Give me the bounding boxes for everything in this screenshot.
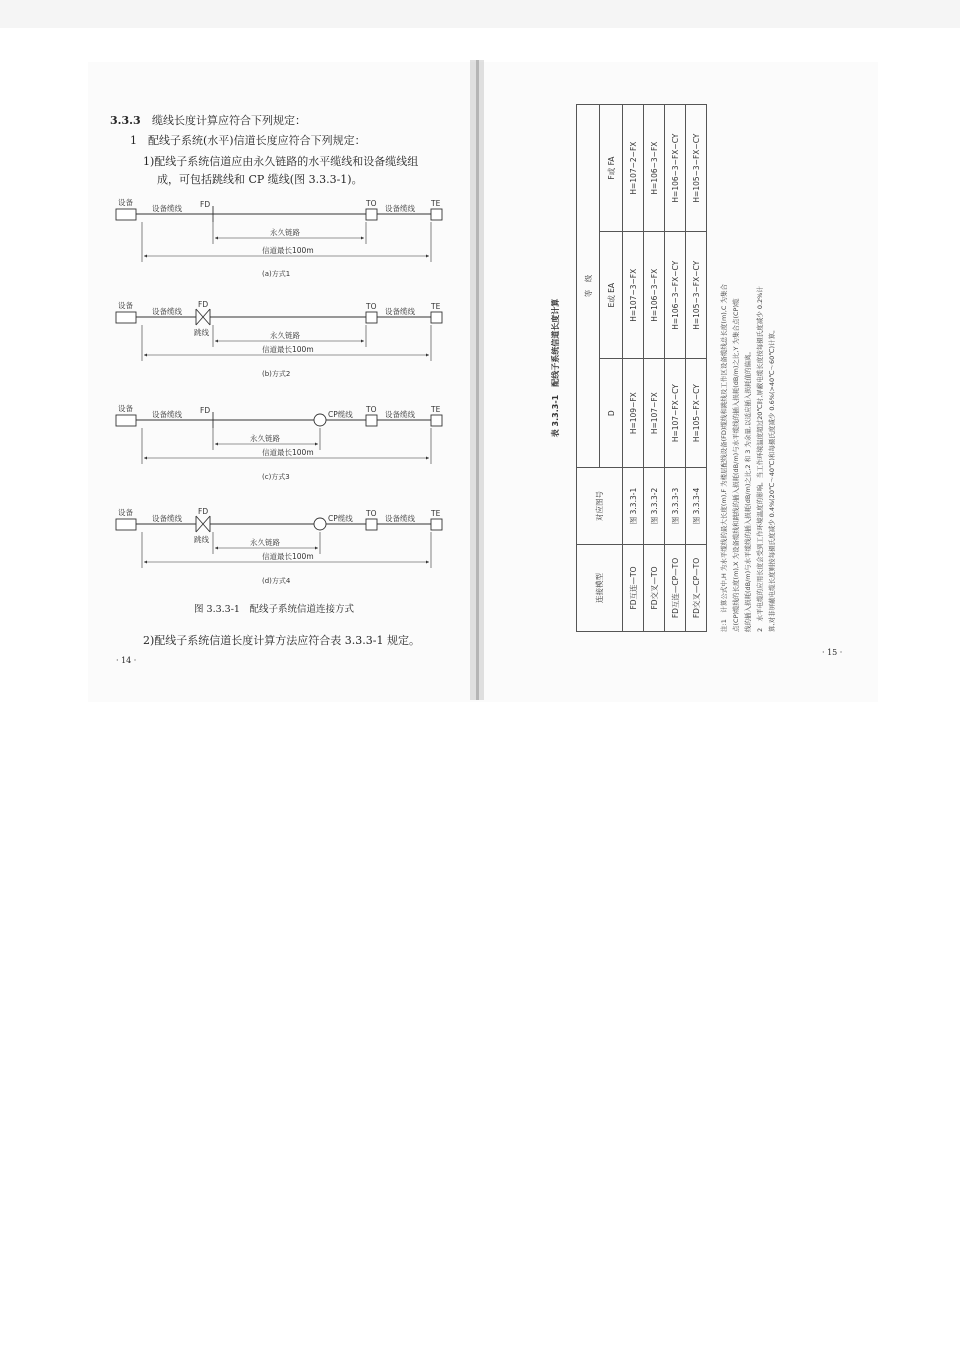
label-channel-max: 信道最长100m [262, 552, 314, 561]
cell-d: H=109−FX [623, 359, 644, 468]
table-row [686, 105, 707, 632]
cell-figure: 图 3.3.3-1 [623, 468, 644, 545]
label-te: TE [431, 509, 441, 518]
label-permanent-link: 永久链路 [270, 331, 300, 340]
label-equipment-cable: 设备缆线 [385, 307, 415, 316]
cell-model: FD互连—CP—TO [665, 545, 686, 632]
caption-mode-4: (d)方式4 [262, 577, 291, 585]
cell-f: H=105−3−FX−CY [686, 105, 707, 232]
cell-d: H=107−FX−CY [665, 359, 686, 468]
note-line: 点(CP)缆线的长度(m),X 为设备缆线和跳线的插入损耗(dB/m)与水平缆线的插入损耗(dB/m)之比,Y 为集合点(CP)缆 [732, 298, 740, 632]
label-permanent-link: 永久链路 [250, 434, 280, 443]
label-equipment-cable: 设备缆线 [385, 514, 415, 523]
note-line: 算,对非屏蔽电缆长度则按每摄氏度减少 0.4%(20℃～40℃)和每摄氏度减少 0.6%(>40℃～60℃)计算。 [768, 326, 776, 632]
cell-model: FD交叉—TO [644, 545, 665, 632]
header-grade: 等 级 [577, 105, 600, 468]
item-1-1-line1: 1)配线子系统信道应由永久链路的水平缆线和设备缆线组 [143, 155, 419, 168]
table-title: 表 3.3.3-1 配线子系统信道长度计算 [551, 298, 560, 438]
diagram-mode-3 [116, 403, 442, 481]
label-equipment-cable: 设备缆线 [152, 204, 182, 213]
label-equipment: 设备 [118, 404, 133, 413]
to-box [366, 209, 377, 220]
caption-mode-1: (a)方式1 [262, 270, 291, 278]
watermark-strip [0, 0, 960, 28]
label-equipment-cable: 设备缆线 [385, 410, 415, 419]
label-channel-max: 信道最长100m [262, 246, 314, 255]
clause-number: 3.3.3 [110, 114, 141, 127]
cross-connect-icon [196, 516, 210, 532]
label-equipment-cable: 设备缆线 [152, 514, 182, 523]
cell-figure: 图 3.3.3-3 [665, 468, 686, 545]
item-1-2: 2)配线子系统信道长度计算方法应符合表 3.3.3-1 规定。 [143, 634, 420, 647]
cell-d: H=105−FX−CY [686, 359, 707, 468]
diagram-mode-4 [116, 507, 442, 585]
cell-model: FD交叉—CP—TO [686, 545, 707, 632]
label-equipment: 设备 [118, 198, 133, 207]
label-te: TE [431, 405, 441, 414]
label-te: TE [431, 302, 441, 311]
item-1: 1 配线子系统(水平)信道长度应符合下列规定： [130, 134, 366, 147]
label-to: TO [366, 199, 377, 208]
label-cp-cable: CP缆线 [328, 514, 353, 523]
channel-connection-figure [110, 192, 450, 617]
header-figure: 对应图号 [577, 468, 623, 545]
label-equipment: 设备 [118, 301, 133, 310]
label-jumper: 跳线 [194, 328, 209, 337]
label-fd: FD [198, 507, 209, 516]
label-to: TO [366, 302, 377, 311]
label-equipment-cable: 设备缆线 [385, 204, 415, 213]
cell-f: H=107−2−FX [623, 105, 644, 232]
label-cp-cable: CP缆线 [328, 410, 353, 419]
cell-e: H=107−3−FX [623, 232, 644, 359]
header-grade-d: D [600, 359, 623, 468]
label-te: TE [431, 199, 441, 208]
label-fd: FD [200, 200, 211, 209]
header-grade-f: F或 FA [600, 105, 623, 232]
page-number-right: · 15 · [822, 648, 843, 657]
figure-caption: 图 3.3.3-1 配线子系统信道连接方式 [194, 604, 354, 615]
cell-figure: 图 3.3.3-2 [644, 468, 665, 545]
header-connection-model: 连接模型 [577, 545, 623, 632]
page-number-left: · 14 · [116, 656, 137, 665]
label-channel-max: 信道最长100m [262, 448, 314, 457]
diagram-mode-1 [116, 197, 442, 278]
rotated-table-block [551, 104, 776, 632]
caption-mode-3: (c)方式3 [262, 473, 290, 481]
label-permanent-link: 永久链路 [250, 538, 280, 547]
cell-d: H=107−FX [644, 359, 665, 468]
label-equipment: 设备 [118, 508, 133, 517]
cell-e: H=106−3−FX [644, 232, 665, 359]
label-fd: FD [198, 300, 209, 309]
label-to: TO [366, 405, 377, 414]
label-fd: FD [200, 406, 211, 415]
note-line: 2 水平电缆的应用长度会受到工作环境温度的影响。当工作环境温度超过20℃时,屏蔽电缆长度按每摄氏度减少 0.2%计 [756, 286, 764, 632]
equipment-box [116, 209, 136, 220]
te-box [431, 209, 442, 220]
cell-f: H=106−3−FX [644, 105, 665, 232]
note-line: 注:1 计算公式中,H 为水平缆线的最大长度(m),F 为楼层配线设备(FD)缆线和跳线及工作区设备缆线总长度(m),C 为集合 [720, 283, 728, 632]
table-notes [718, 104, 778, 632]
cell-figure: 图 3.3.3-4 [686, 468, 707, 545]
label-permanent-link: 永久链路 [270, 228, 300, 237]
label-equipment-cable: 设备缆线 [152, 410, 182, 419]
consolidation-point-icon [314, 414, 326, 426]
cell-e: H=105−3−FX−CY [686, 232, 707, 359]
caption-mode-2: (b)方式2 [262, 370, 291, 378]
label-to: TO [366, 509, 377, 518]
header-grade-e: E或 EA [600, 232, 623, 359]
note-line: 线的插入损耗(dB/m)与水平缆线的插入损耗(dB/m)之比,2 和 3 为余量,以适应插入损耗值的偏离。 [744, 348, 752, 632]
table-row [644, 105, 665, 632]
diagram-mode-2 [116, 300, 442, 378]
label-jumper: 跳线 [194, 535, 209, 544]
cross-connect-icon [196, 309, 210, 325]
channel-length-table [576, 104, 707, 632]
clause-title: 缆线长度计算应符合下列规定： [152, 114, 306, 127]
table-row [665, 105, 686, 632]
cell-model: FD互连—TO [623, 545, 644, 632]
cell-e: H=106−3−FX−CY [665, 232, 686, 359]
consolidation-point-icon [314, 518, 326, 530]
item-1-1-line2: 成，可包括跳线和 CP 缆线(图 3.3.3-1)。 [157, 173, 363, 186]
label-equipment-cable: 设备缆线 [152, 307, 182, 316]
table-row [623, 105, 644, 632]
label-channel-max: 信道最长100m [262, 345, 314, 354]
cell-f: H=106−3−FX−CY [665, 105, 686, 232]
